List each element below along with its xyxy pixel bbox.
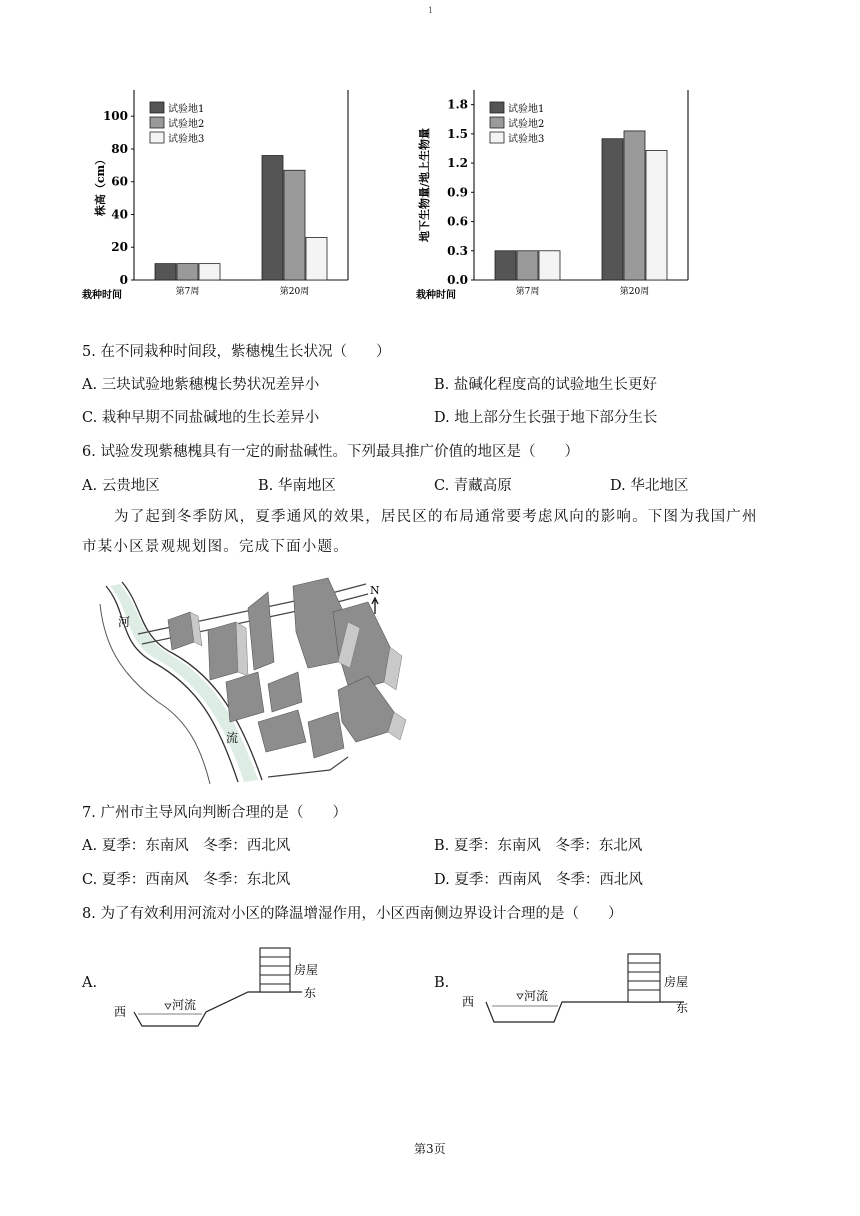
question-5-option-c[interactable]: C. 栽种早期不同盐碱地的生长差异小 xyxy=(82,410,320,426)
question-7-option-b[interactable]: B. 夏季：东南风 冬季：东北风 xyxy=(434,838,643,854)
question-5-stem: 5. 在不同栽种时间段，紫穗槐生长状况（ ） xyxy=(82,344,391,360)
x-axis-label: 栽种时间 xyxy=(82,290,122,301)
question-8-stem: 8. 为了有效利用河流对小区的降温增湿作用，小区西南侧边界设计合理的是（ ） xyxy=(82,906,623,922)
legend-label: 试验地3 xyxy=(168,134,205,145)
y-tick-label: 100 xyxy=(102,109,128,124)
y-tick-label: 1.5 xyxy=(447,126,468,141)
bar-chart-biomass-ratio xyxy=(410,80,710,310)
y-tick-label: 40 xyxy=(111,207,128,222)
diagram-b-east-label: 东 xyxy=(676,1001,689,1015)
diagram-a-east-label: 东 xyxy=(304,986,317,1000)
bar-试验地2-第20周 xyxy=(284,170,305,280)
bar-试验地2-第7周 xyxy=(177,264,198,280)
bar-试验地3-第7周 xyxy=(199,264,220,280)
question-7-option-c[interactable]: C. 夏季：西南风 冬季：东北风 xyxy=(82,872,291,888)
question-7-option-a[interactable]: A. 夏季：东南风 冬季：西北风 xyxy=(82,838,291,854)
y-tick-label: 0.3 xyxy=(447,243,468,258)
question-5-option-b[interactable]: B. 盐碱化程度高的试验地生长更好 xyxy=(434,377,657,393)
bar-chart-plant-height xyxy=(70,80,370,310)
question-5-option-d[interactable]: D. 地上部分生长强于地下部分生长 xyxy=(434,410,658,426)
bar-试验地3-第7周 xyxy=(539,251,560,280)
legend-swatch xyxy=(150,117,164,128)
y-tick-label: 1.8 xyxy=(447,97,468,112)
option-b-profile-diagram xyxy=(458,944,708,1034)
bar-试验地2-第7周 xyxy=(517,251,538,280)
y-tick-label: 0.0 xyxy=(447,273,468,287)
legend-swatch xyxy=(150,102,164,113)
y-tick-label: 80 xyxy=(111,141,128,156)
x-axis-label: 栽种时间 xyxy=(416,290,456,301)
legend-label: 试验地1 xyxy=(168,104,205,115)
diagram-a-house-label: 房屋 xyxy=(294,963,319,977)
x-tick-label: 第20周 xyxy=(279,287,310,297)
page-number: 第3页 xyxy=(414,1142,446,1156)
legend-swatch xyxy=(490,132,504,143)
x-tick-label: 第7周 xyxy=(175,287,200,297)
question-6-option-a[interactable]: A. 云贵地区 xyxy=(82,478,160,494)
diagram-b-river-label: 河流 xyxy=(524,989,549,1003)
option-a-profile-diagram xyxy=(108,940,348,1030)
question-6-option-b[interactable]: B. 华南地区 xyxy=(258,478,336,494)
y-tick-label: 0 xyxy=(119,273,128,287)
diagram-b-west-label: 西 xyxy=(462,995,475,1009)
question-8-option-b-label[interactable]: B. xyxy=(434,975,450,991)
legend-label: 试验地1 xyxy=(508,104,545,115)
question-8-option-a-label[interactable]: A. xyxy=(82,975,98,991)
y-tick-label: 0.6 xyxy=(447,214,468,229)
x-tick-label: 第20周 xyxy=(619,287,650,297)
y-axis-label: 地下生物量/地上生物量 xyxy=(418,127,431,243)
bar-试验地3-第20周 xyxy=(646,150,667,280)
question-6-option-c[interactable]: C. 青藏高原 xyxy=(434,478,512,494)
bar-试验地1-第20周 xyxy=(602,139,623,280)
legend-label: 试验地2 xyxy=(508,119,545,130)
legend-swatch xyxy=(490,102,504,113)
question-7-stem: 7. 广州市主导风向判断合理的是（ ） xyxy=(82,805,347,821)
y-tick-label: 1.2 xyxy=(447,156,468,171)
question-6-option-d[interactable]: D. 华北地区 xyxy=(610,478,689,494)
question-6-stem: 6. 试验发现紫穗槐具有一定的耐盐碱性。下列最具推广价值的地区是（ ） xyxy=(82,444,579,460)
y-tick-label: 0.9 xyxy=(447,185,468,200)
diagram-b-house-label: 房屋 xyxy=(664,975,689,989)
community-layout-map xyxy=(98,572,418,784)
bar-试验地3-第20周 xyxy=(306,237,327,280)
y-tick-label: 20 xyxy=(111,240,128,255)
question-5-option-a[interactable]: A. 三块试验地紫穗槐长势状况差异小 xyxy=(82,377,320,393)
bar-试验地2-第20周 xyxy=(624,131,645,280)
bar-试验地1-第7周 xyxy=(155,264,176,280)
north-arrow-label: N xyxy=(370,584,380,597)
passage-intro: 为了起到冬季防风，夏季通风的效果，居民区的布局通常要考虑风向的影响。下图为我国广州市某小区景观规划图。完成下面小题。 xyxy=(82,509,758,555)
legend-label: 试验地3 xyxy=(508,134,545,145)
diagram-a-west-label: 西 xyxy=(114,1005,127,1019)
y-tick-label: 60 xyxy=(111,174,128,189)
map-label-river-2: 流 xyxy=(226,731,239,745)
legend-swatch xyxy=(150,132,164,143)
map-label-river-1: 河 xyxy=(118,615,131,629)
header-mark: 1 xyxy=(428,6,434,15)
bar-试验地1-第7周 xyxy=(495,251,516,280)
bar-试验地1-第20周 xyxy=(262,156,283,280)
question-7-option-d[interactable]: D. 夏季：西南风 冬季：西北风 xyxy=(434,872,643,888)
legend-swatch xyxy=(490,117,504,128)
legend-label: 试验地2 xyxy=(168,119,205,130)
diagram-a-river-label: 河流 xyxy=(172,998,197,1012)
x-tick-label: 第7周 xyxy=(515,287,540,297)
y-axis-label: 株高（cm） xyxy=(94,153,107,217)
